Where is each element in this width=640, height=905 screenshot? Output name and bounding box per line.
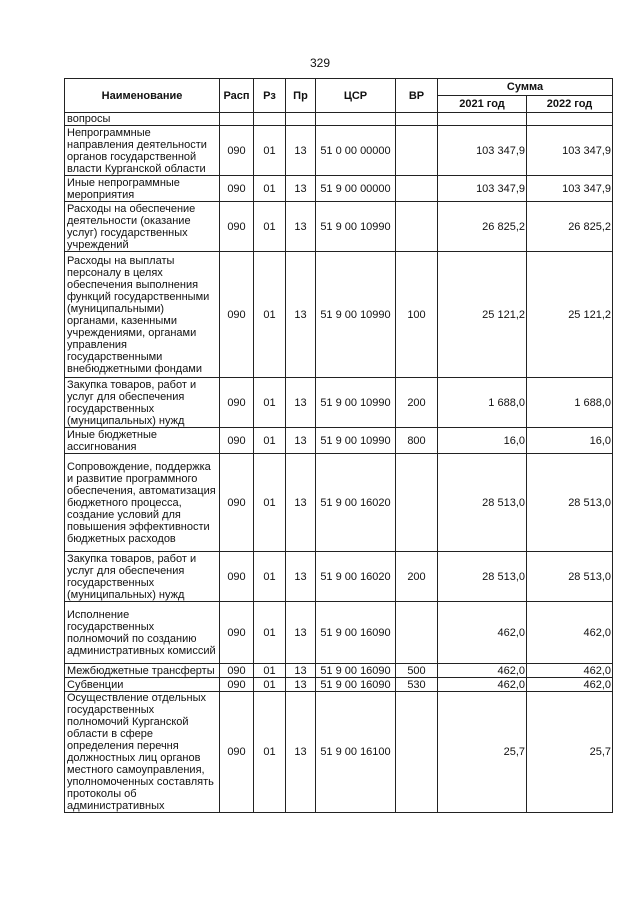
header-sum: Сумма [438,79,613,96]
cell-2021: 28 513,0 [438,454,527,552]
cell-rasp: 090 [220,202,254,252]
header-2022: 2022 год [527,96,613,113]
header-vr: ВР [396,79,438,113]
table-row [65,113,613,126]
cell-2021: 103 347,9 [438,176,527,202]
table-row [65,552,613,602]
page-number: 329 [309,56,331,70]
header-rz: Рз [254,79,286,113]
cell-rasp: 090 [220,552,254,602]
cell-2021: 462,0 [438,602,527,664]
cell-rz: 01 [254,202,286,252]
cell-2021: 462,0 [438,664,527,678]
cell-csr: 51 9 00 10990 [316,428,396,454]
cell-rz: 01 [254,126,286,176]
cell-2022: 103 347,9 [527,176,613,202]
cell-2021: 28 513,0 [438,552,527,602]
cell-rz: 01 [254,602,286,664]
cell-csr: 51 9 00 16020 [316,552,396,602]
cell-csr: 51 9 00 16020 [316,454,396,552]
cell-2021: 462,0 [438,678,527,692]
cell-2022: 25,7 [527,692,613,813]
cell-vr [396,126,438,176]
table-row [65,126,613,176]
table-row [65,678,613,692]
cell-2022: 462,0 [527,678,613,692]
cell-rasp: 090 [220,664,254,678]
cell-2022: 16,0 [527,428,613,454]
cell-vr [396,602,438,664]
header-rasp: Расп [220,79,254,113]
cell-2022 [527,113,613,126]
cell-pr: 13 [286,126,316,176]
cell-name: Расходы на выплаты персоналу в целях обеспечения выполнения функций государственными (муниципальными) органами, казенными учреждениями, органами управления государственными внебюджетными фондами [65,252,220,378]
cell-2022: 28 513,0 [527,454,613,552]
cell-name: Сопровождение, поддержка и развитие программного обеспечения, автоматизация бюджетного процесса, создание условий для повышения эффективности бюджетных расходов [65,454,220,552]
cell-csr: 51 9 00 16090 [316,602,396,664]
cell-pr: 13 [286,678,316,692]
cell-pr: 13 [286,454,316,552]
cell-rasp: 090 [220,428,254,454]
cell-csr: 51 9 00 16100 [316,692,396,813]
cell-vr [396,113,438,126]
budget-table [64,78,613,813]
cell-pr: 13 [286,428,316,454]
cell-rasp: 090 [220,454,254,552]
header-csr: ЦСР [316,79,396,113]
cell-2021: 25 121,2 [438,252,527,378]
cell-2021: 16,0 [438,428,527,454]
cell-2021: 1 688,0 [438,378,527,428]
cell-name: Осуществление отдельных государственных полномочий Курганской области в сфере определения перечня должностных лиц органов местного самоуправления, уполномоченных составлять протоколы об административных [65,692,220,813]
cell-pr: 13 [286,378,316,428]
cell-pr: 13 [286,202,316,252]
header-name: Наименование [65,79,220,113]
cell-csr: 51 0 00 00000 [316,126,396,176]
header-pr: Пр [286,79,316,113]
cell-rz: 01 [254,176,286,202]
cell-rz: 01 [254,428,286,454]
cell-2022: 26 825,2 [527,202,613,252]
cell-rz: 01 [254,252,286,378]
cell-name: Межбюджетные трансферты [65,664,220,678]
table-row [65,202,613,252]
cell-rz: 01 [254,378,286,428]
cell-vr: 530 [396,678,438,692]
table-row [65,378,613,428]
table-row [65,664,613,678]
cell-2022: 25 121,2 [527,252,613,378]
cell-name: Иные непрограммные мероприятия [65,176,220,202]
cell-csr: 51 9 00 10990 [316,202,396,252]
cell-csr: 51 9 00 16090 [316,664,396,678]
table-row [65,692,613,813]
table-row [65,176,613,202]
cell-rasp: 090 [220,692,254,813]
cell-rz [254,113,286,126]
cell-pr: 13 [286,252,316,378]
cell-name: Закупка товаров, работ и услуг для обеспечения государственных (муниципальных) нужд [65,378,220,428]
cell-vr [396,202,438,252]
cell-2021 [438,113,527,126]
cell-pr: 13 [286,602,316,664]
cell-vr: 500 [396,664,438,678]
cell-vr: 100 [396,252,438,378]
cell-vr: 800 [396,428,438,454]
cell-rz: 01 [254,678,286,692]
cell-csr: 51 9 00 10990 [316,378,396,428]
cell-name: Закупка товаров, работ и услуг для обеспечения государственных (муниципальных) нужд [65,552,220,602]
table-row [65,428,613,454]
cell-2022: 462,0 [527,664,613,678]
cell-pr: 13 [286,176,316,202]
cell-name: Исполнение государственных полномочий по созданию административных комиссий [65,602,220,664]
table-body [65,113,613,813]
cell-2021: 25,7 [438,692,527,813]
cell-name: Непрограммные направления деятельности органов государственной власти Курганской области [65,126,220,176]
cell-csr [316,113,396,126]
cell-rasp: 090 [220,678,254,692]
cell-rasp [220,113,254,126]
cell-2022: 103 347,9 [527,126,613,176]
cell-vr [396,454,438,552]
cell-2022: 1 688,0 [527,378,613,428]
cell-2022: 28 513,0 [527,552,613,602]
cell-csr: 51 9 00 10990 [316,252,396,378]
cell-pr: 13 [286,664,316,678]
cell-rz: 01 [254,664,286,678]
cell-rasp: 090 [220,378,254,428]
cell-vr [396,176,438,202]
cell-vr [396,692,438,813]
cell-name: Расходы на обеспечение деятельности (оказание услуг) государственных учреждений [65,202,220,252]
cell-pr: 13 [286,552,316,602]
table-row [65,454,613,552]
cell-vr: 200 [396,552,438,602]
cell-vr: 200 [396,378,438,428]
cell-rz: 01 [254,454,286,552]
cell-rasp: 090 [220,126,254,176]
table-row [65,602,613,664]
cell-2021: 103 347,9 [438,126,527,176]
cell-2022: 462,0 [527,602,613,664]
cell-csr: 51 9 00 00000 [316,176,396,202]
cell-rasp: 090 [220,252,254,378]
cell-rasp: 090 [220,176,254,202]
cell-rz: 01 [254,552,286,602]
cell-pr [286,113,316,126]
cell-name: Иные бюджетные ассигнования [65,428,220,454]
cell-rasp: 090 [220,602,254,664]
table-row [65,252,613,378]
cell-2021: 26 825,2 [438,202,527,252]
cell-pr: 13 [286,692,316,813]
cell-csr: 51 9 00 16090 [316,678,396,692]
cell-name: Субвенции [65,678,220,692]
cell-rz: 01 [254,692,286,813]
header-2021: 2021 год [438,96,527,113]
cell-name: вопросы [65,113,220,126]
